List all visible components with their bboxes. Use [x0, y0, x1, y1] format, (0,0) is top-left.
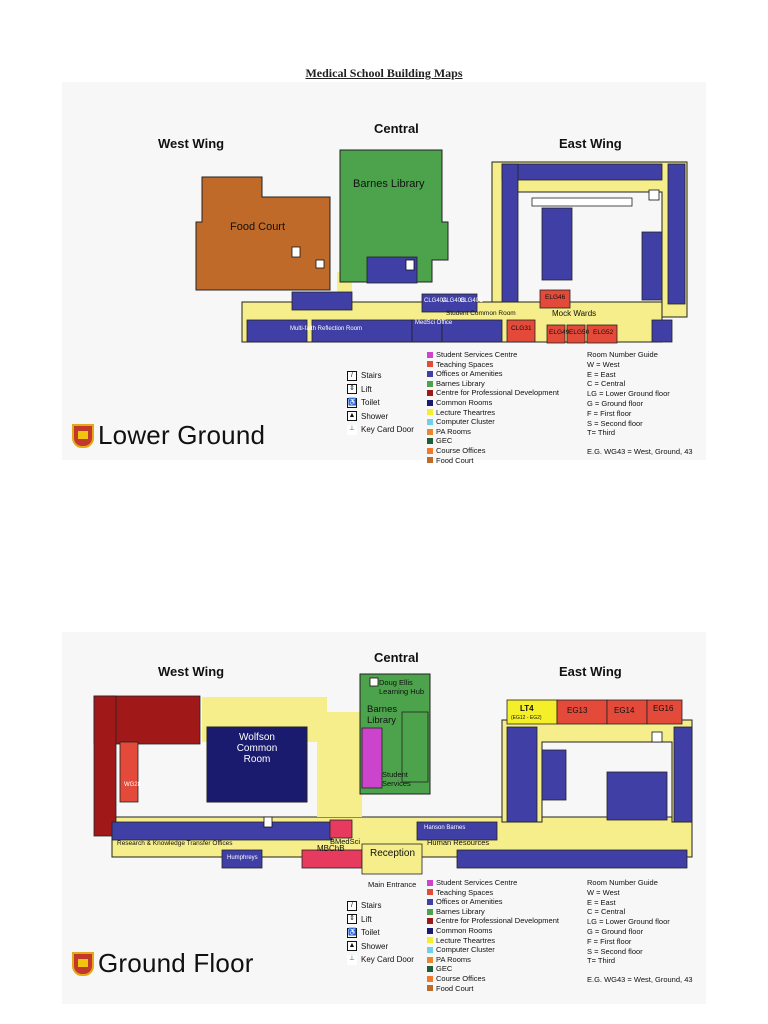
university-crest [72, 952, 94, 976]
legend-item: Common Rooms [427, 926, 559, 936]
clg40b-label: CLG40B [442, 298, 466, 304]
wg28-room [120, 742, 138, 802]
legend-list [427, 350, 559, 465]
legend-item: Food Court [427, 456, 559, 466]
elg50-label: ELG50 [569, 329, 590, 336]
legend-item: PA Rooms [427, 955, 559, 965]
stairs-icon: / [347, 901, 357, 911]
doug-ellis-label: Doug Ellis Learning Hub [379, 678, 425, 696]
ground-floor-map [62, 632, 706, 1004]
clg40c-label: CLG40C [460, 298, 484, 304]
mock-wards-label: Mock Wards [552, 309, 597, 318]
multi-faith-label: Multi-faith Reflection Room [290, 326, 363, 332]
eg13-label: EG13 [567, 706, 588, 715]
legend-item: Computer Cluster [427, 417, 559, 427]
key-item: / Stairs [347, 899, 414, 913]
bmedsci-room [330, 820, 352, 838]
university-crest [72, 424, 94, 448]
floor-title-ground: Ground Floor [72, 948, 254, 979]
legend-item: Offices or Amenities [427, 369, 559, 379]
eg14-label: EG14 [614, 706, 635, 715]
legend-item: GEC [427, 964, 559, 974]
legend-item: Food Court [427, 984, 559, 994]
legend-item: Teaching Spaces [427, 360, 559, 370]
legend-item: Computer Cluster [427, 945, 559, 955]
central-label: Central [374, 121, 419, 136]
main-entrance-label: Main Entrance [368, 880, 417, 889]
lower-ground-map [62, 82, 706, 465]
wolfson-label: Wolfson Common Room [236, 732, 278, 765]
key-item: ⟂ Key Card Door [347, 423, 414, 437]
hanson-barnes-label: Hanson Barnes [424, 825, 466, 831]
key-list [347, 899, 414, 967]
lift-icon: ⇕ [347, 384, 357, 394]
key-item: ♿ Toilet [348, 928, 380, 937]
elg49-label: ELG49 [549, 329, 570, 336]
student-common-room-label: Student Common Room [446, 310, 516, 317]
floor-title-lower-ground: Lower Ground [72, 420, 265, 451]
student-services-room [362, 728, 382, 788]
legend-list [427, 878, 559, 993]
legend-item: Teaching Spaces [427, 888, 559, 898]
clg31-label: CLG31 [511, 325, 532, 332]
lift-icon: ⇕ [347, 914, 357, 924]
reception-label: Reception [370, 848, 416, 859]
legend-item: Lecture Theartres [427, 408, 559, 418]
guide-example: E.G. WG43 = West, Ground, 43 [587, 447, 693, 456]
west-wing-label: West Wing [158, 664, 225, 679]
elg52-label: ELG52 [593, 329, 614, 336]
toilet-icon: ♿ [348, 928, 357, 936]
legend-item: Student Services Centre [427, 350, 559, 360]
legend-item: GEC [427, 436, 559, 446]
key-item: ⇕ Lift [347, 913, 414, 927]
clg40a-label: CLG40A [424, 298, 448, 304]
humphreys-label: Humphreys [227, 855, 258, 861]
legend-item: Centre for Professional Development [427, 388, 559, 398]
stairs-icon: / [347, 371, 357, 381]
central-label: Central [374, 650, 419, 665]
key-item: ⟂ Key Card Door [347, 953, 414, 967]
shower-icon: ▲ [348, 412, 356, 420]
east-wing-label: East Wing [559, 136, 622, 151]
room-number-guide: Room Number Guide W = West E = East C = Central LG = Lower Ground floor G = Ground floor F = First floor S = Second floor T= Third [587, 878, 670, 966]
medsci-office-label: MedSci Office [415, 320, 453, 326]
legend-item: Course Offices [427, 446, 559, 456]
lt4-label: LT4 [520, 704, 534, 713]
key-item: ♿ Toilet [348, 398, 380, 407]
toilet-icon: ♿ [348, 398, 357, 406]
student-services-label: Student Services [382, 770, 411, 788]
east-wing-label: East Wing [559, 664, 622, 679]
guide-example: E.G. WG43 = West, Ground, 43 [587, 975, 693, 984]
legend-item: Barnes Library [427, 379, 559, 389]
key-item: ▲ Shower [348, 941, 389, 951]
key-item: ⇕ Lift [347, 383, 414, 397]
legend-item: Student Services Centre [427, 878, 559, 888]
west-wing-label: West Wing [158, 136, 225, 151]
key-item: ▲ Shower [348, 411, 389, 421]
elg46-label: ELG46 [545, 294, 566, 301]
legend-item: Lecture Theartres [427, 936, 559, 946]
document-title: Medical School Building Maps [305, 66, 463, 80]
food-court-label: Food Court [230, 221, 286, 233]
human-resources-label: Human Resources [427, 838, 490, 847]
lt4-sublabel: (EG12 - EG2) [511, 715, 542, 721]
key-card-door-icon: ⟂ [347, 955, 357, 965]
key-card-door-icon: ⟂ [347, 425, 357, 435]
room-number-guide: Room Number Guide W = West E = East C = Central LG = Lower Ground floor G = Ground floor F = First floor S = Second floor T= Third [587, 350, 670, 438]
legend-item: Offices or Amenities [427, 897, 559, 907]
research-label: Research & Knowledge Transfer Offices [117, 840, 233, 847]
legend-item: Barnes Library [427, 907, 559, 917]
shower-icon: ▲ [348, 942, 356, 950]
wg28-label: WG28 [124, 782, 142, 788]
legend-item: Course Offices [427, 974, 559, 984]
key-list [347, 369, 414, 437]
legend-item: Common Rooms [427, 398, 559, 408]
key-item: / Stairs [347, 369, 414, 383]
barnes-library-label: Barnes Library [367, 704, 398, 726]
legend-item: PA Rooms [427, 427, 559, 437]
barnes-library-label: Barnes Library [353, 178, 425, 190]
bmedsci-label: BMedSci [330, 837, 361, 846]
mbchb-label: MBChB [317, 844, 345, 853]
eg16-label: EG16 [653, 704, 674, 713]
legend-item: Centre for Professional Development [427, 916, 559, 926]
